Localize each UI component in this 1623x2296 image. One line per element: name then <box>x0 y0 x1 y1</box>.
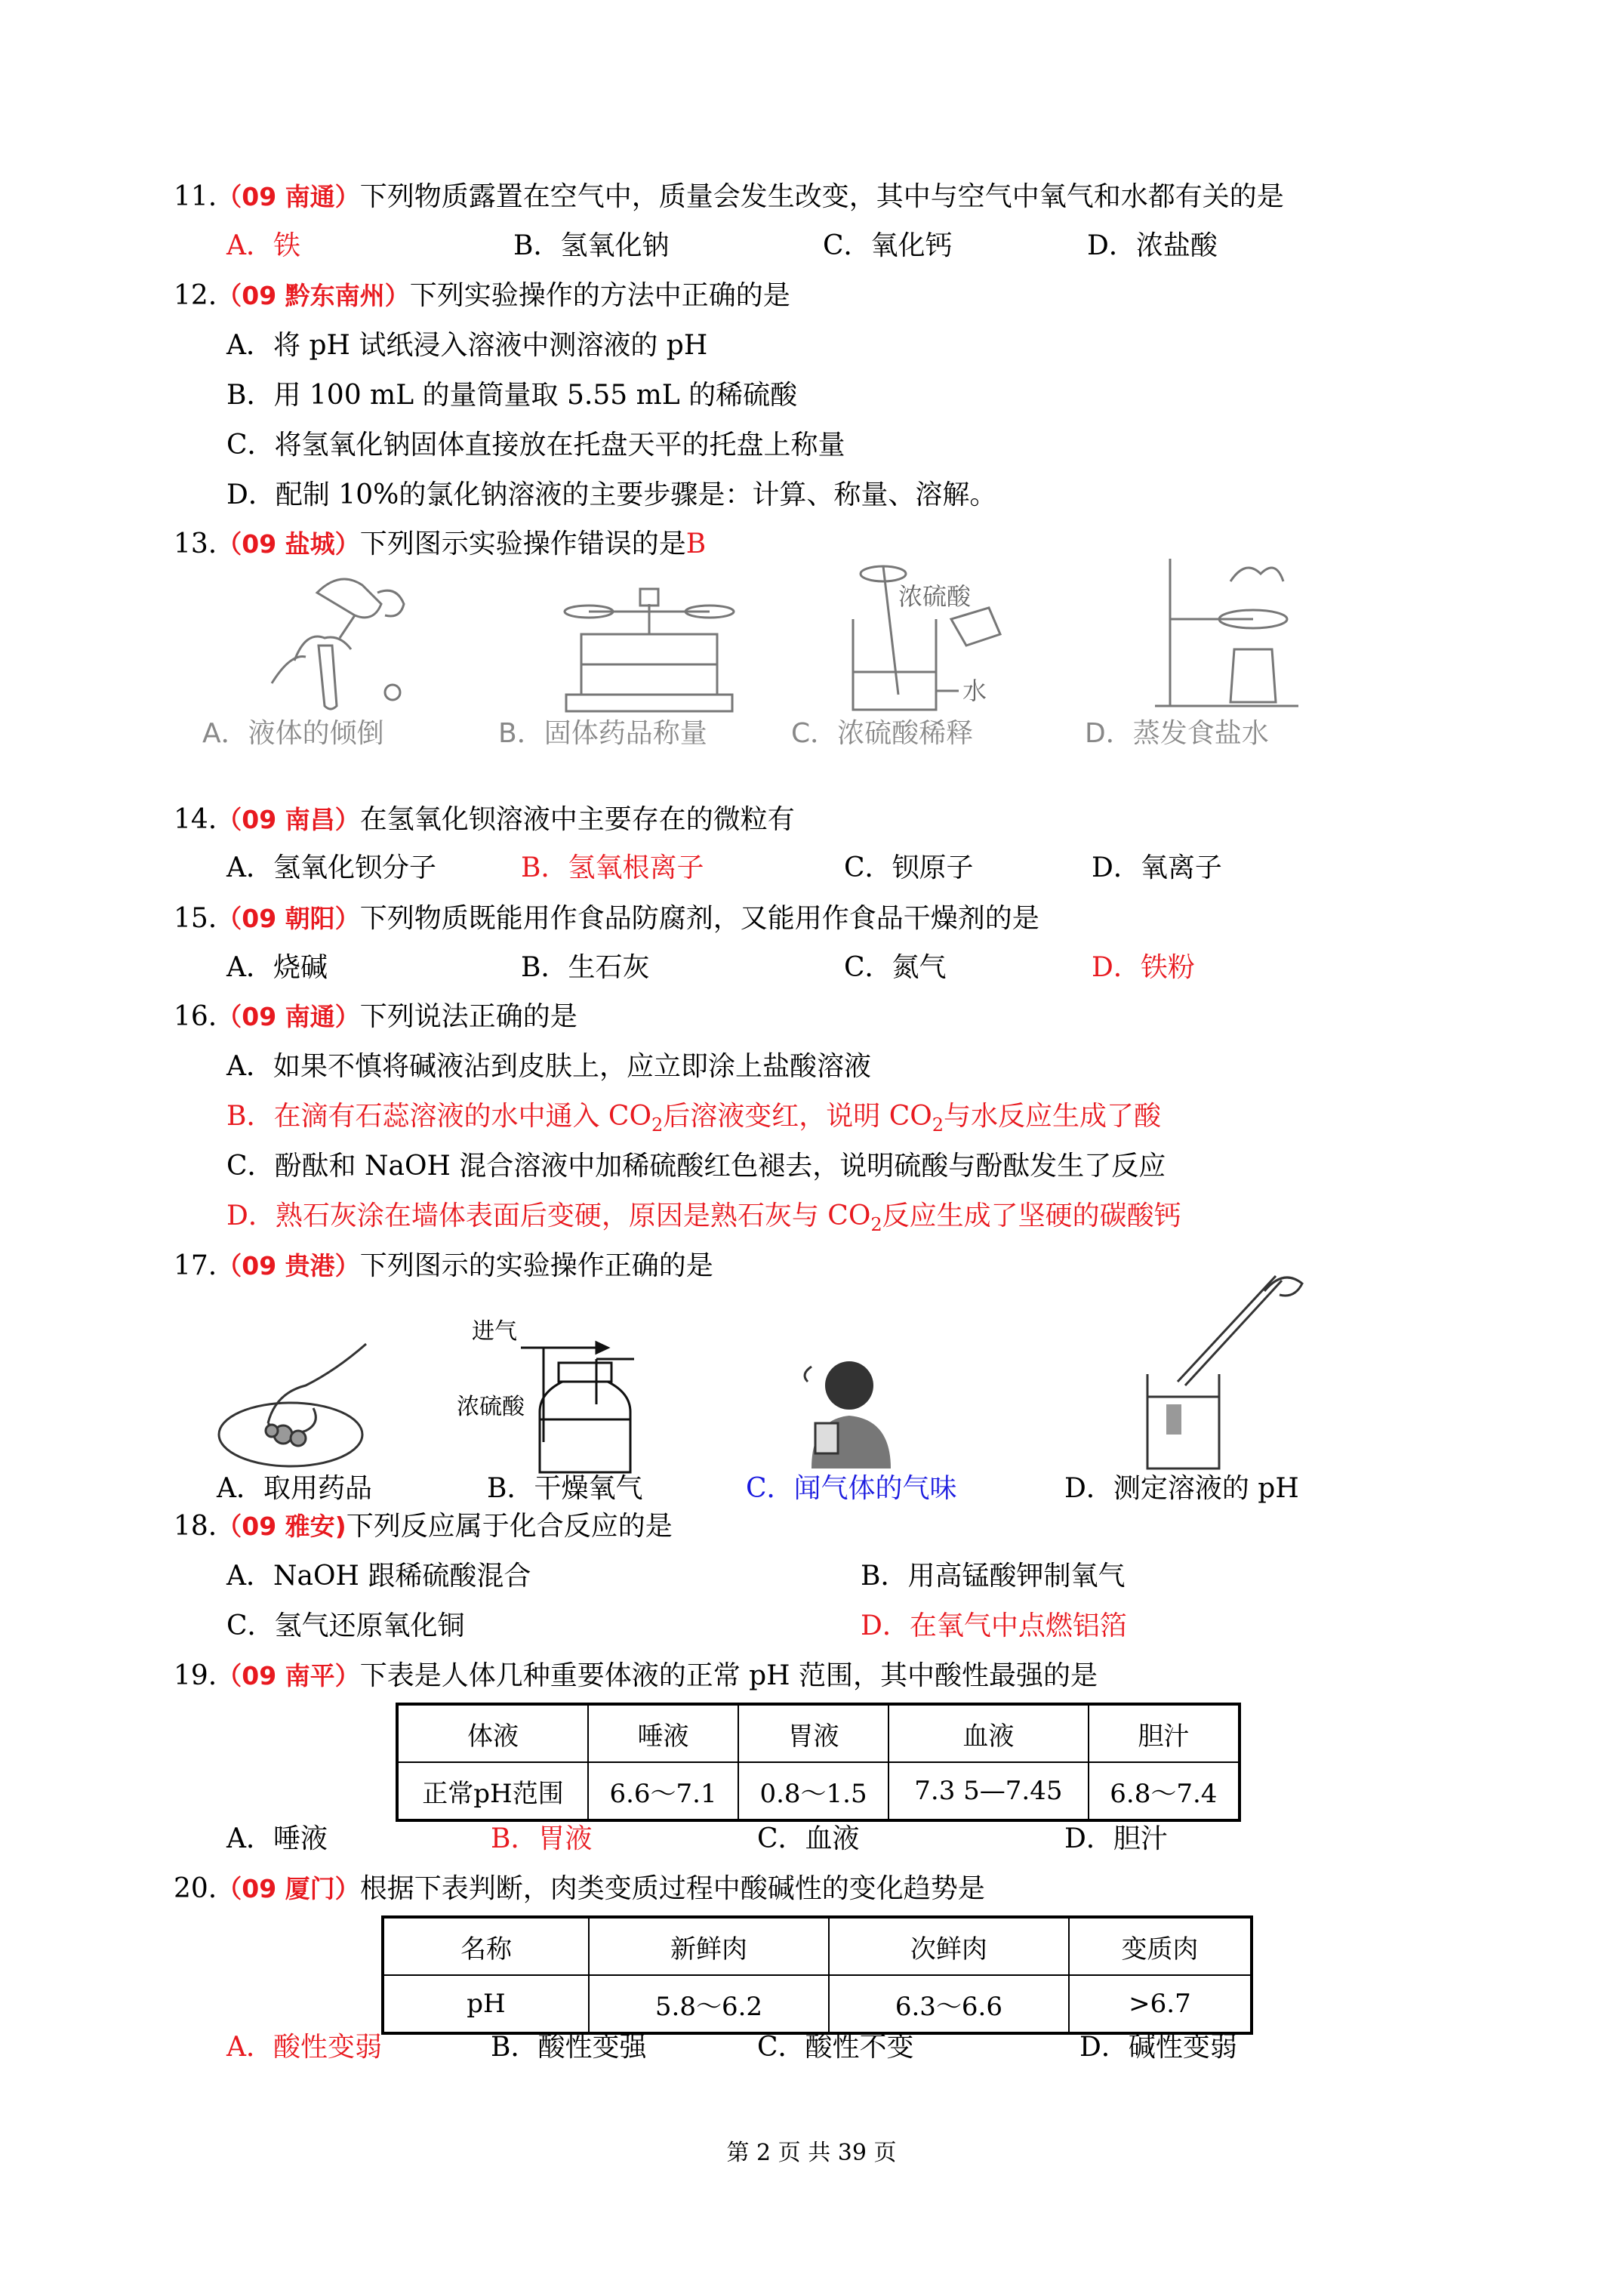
q12-option-b: B．用 100 mL 的量筒量取 5.55 mL 的稀硫酸 <box>226 380 798 411</box>
q19-stem <box>174 1658 1098 1694</box>
q12-option-a: A．将 pH 试纸浸入溶液中测溶液的 pH <box>226 330 708 361</box>
question-number: 11. <box>174 181 217 212</box>
question-source: （09 盐城） <box>217 529 360 559</box>
q16-option-c: C．酚酞和 NaOH 混合溶液中加稀硫酸红色褪去，说明硫酸与酚酞发生了反应 <box>226 1151 1166 1182</box>
caption-acid-dilution: C．浓硫酸稀释 <box>791 718 974 749</box>
q19-option-a: A．唾液 <box>226 1823 328 1854</box>
balance-figure <box>551 581 747 717</box>
q20-option-a: A．酸性变弱 <box>226 2032 382 2063</box>
q12-option-d: D．配制 10%的氯化钠溶液的主要步骤是：计算、称量、溶解。 <box>226 479 997 510</box>
question-text: 下列说法正确的是 <box>359 1001 577 1032</box>
q19-option-c: C．血液 <box>757 1823 860 1854</box>
label-concentrated-sulfuric-acid: 浓硫酸 <box>898 582 972 611</box>
q19-option-d: D．胆汁 <box>1064 1823 1168 1854</box>
caption-measuring-ph: D．测定溶液的 pH <box>1064 1473 1299 1504</box>
table-row: 正常pH范围 6.6～7.1 0.8～1.5 7.3 5—7.45 6.8～7.4 <box>397 1762 1240 1820</box>
evaporation-figure <box>1140 551 1313 717</box>
label-water: 水 <box>962 676 987 705</box>
q19-option-b: B．胃液 <box>491 1823 593 1854</box>
question-text: 下列图示的实验操作正确的是 <box>359 1250 713 1281</box>
question-text: 下表是人体几种重要体液的正常 pH 范围，其中酸性最强的是 <box>359 1660 1098 1691</box>
question-number: 15. <box>174 903 217 934</box>
caption-liquid-pouring: A．液体的倾倒 <box>202 718 384 749</box>
question-text: 下列物质露置在空气中，质量会发生改变，其中与空气中氧气和水都有关的是 <box>359 181 1284 212</box>
q15-option-d: D．铁粉 <box>1092 952 1195 983</box>
q15-option-c: C．氮气 <box>844 952 947 983</box>
q14-option-d: D．氧离子 <box>1092 852 1222 883</box>
question-source: （09 南昌） <box>217 805 360 834</box>
q14-option-b: B．氢氧根离子 <box>521 852 704 883</box>
hand-taking-chemical-figure <box>215 1340 381 1469</box>
smelling-gas-figure <box>778 1351 913 1472</box>
answer-mark: B <box>685 529 707 559</box>
question-source: （09 南通） <box>217 1002 360 1031</box>
body-fluid-ph-table <box>396 1703 1241 1822</box>
question-source: （09 贵港） <box>217 1251 360 1281</box>
q16-option-b: B．在滴有石蕊溶液的水中通入 $CO_2$后溶液变红，说明 $CO_2$与水反应生成了酸 <box>226 1101 1162 1136</box>
question-number: 20. <box>174 1873 217 1904</box>
q18-option-d: D．在氧气中点燃铝箔 <box>861 1610 1127 1641</box>
question-text: 下列图示实验操作错误的是 <box>359 529 686 559</box>
question-source: （09 南通） <box>217 182 360 211</box>
table-row: 名称 新鲜肉 次鲜肉 变质肉 <box>383 1917 1252 1975</box>
table-row: pH 5.8～6.2 6.3～6.6 >6.7 <box>383 1975 1252 2033</box>
question-text: 下列反应属于化合反应的是 <box>346 1511 673 1542</box>
question-number: 18. <box>174 1511 217 1542</box>
q18-option-a: A．NaOH 跟稀硫酸混合 <box>226 1561 531 1592</box>
question-text: 在氢氧化钡溶液中主要存在的微粒有 <box>359 804 795 835</box>
q11-stem <box>174 179 1284 215</box>
caption-salt-evaporation: D．蒸发食盐水 <box>1085 718 1269 749</box>
q11-option-a: A．铁 <box>226 230 300 261</box>
question-source: （09 南平） <box>217 1661 360 1690</box>
q18-stem <box>174 1509 673 1545</box>
question-text: 下列实验操作的方法中正确的是 <box>409 280 790 311</box>
q13-stem <box>174 526 706 562</box>
meat-ph-table <box>381 1915 1253 2035</box>
q11-option-c: C．氧化钙 <box>823 230 953 261</box>
q14-stem <box>174 802 795 838</box>
q14-option-a: A．氢氧化钡分子 <box>226 852 436 883</box>
q20-option-c: C．酸性不变 <box>757 2032 914 2063</box>
question-source: （09 厦门） <box>217 1874 360 1903</box>
q20-stem <box>174 1871 985 1907</box>
q16-option-d: D．熟石灰涂在墙体表面后变硬，原因是熟石灰与 $CO_2$反应生成了坚硬的碳酸钙 <box>226 1200 1181 1236</box>
q20-option-d: D．碱性变弱 <box>1079 2032 1237 2063</box>
caption-solid-weighing: B．固体药品称量 <box>498 718 707 749</box>
q12-option-c: C．将氢氧化钠固体直接放在托盘天平的托盘上称量 <box>226 430 845 461</box>
question-source: （09 黔东南州） <box>217 281 410 310</box>
q18-option-b: B．用高锰酸钾制氧气 <box>861 1561 1126 1592</box>
question-number: 19. <box>174 1660 217 1691</box>
question-number: 14. <box>174 804 217 835</box>
caption-taking-chemical: A．取用药品 <box>217 1473 372 1504</box>
ph-measurement-figure <box>1132 1261 1313 1480</box>
q11-option-d: D．浓盐酸 <box>1087 230 1218 261</box>
caption-smelling-gas: C．闻气体的气味 <box>746 1473 957 1504</box>
q12-stem <box>174 278 790 314</box>
q15-stem <box>174 901 1039 937</box>
liquid-pouring-figure <box>249 562 423 713</box>
label-gas-inlet: 进气 <box>472 1318 517 1345</box>
q14-option-c: C．钡原子 <box>844 852 974 883</box>
table-row: 体液 唾液 胃液 血液 胆汁 <box>397 1704 1240 1762</box>
q15-option-a: A．烧碱 <box>226 952 328 983</box>
q20-option-b: B．酸性变强 <box>491 2032 647 2063</box>
question-source: （09 雅安) <box>217 1512 346 1541</box>
caption-drying-oxygen: B．干燥氧气 <box>487 1473 643 1504</box>
page-footer: 第 2 页 共 39 页 <box>726 2140 897 2166</box>
question-number: 17. <box>174 1250 217 1281</box>
q11-option-b: B．氢氧化钠 <box>513 230 670 261</box>
q17-stem <box>174 1248 713 1284</box>
q15-option-b: B．生石灰 <box>521 952 650 983</box>
label-concentrated-sulfuric-acid: 浓硫酸 <box>457 1394 525 1420</box>
question-text: 下列物质既能用作食品防腐剂，又能用作食品干燥剂的是 <box>359 903 1039 934</box>
q16-stem <box>174 999 577 1035</box>
question-number: 12. <box>174 280 217 311</box>
q18-option-c: C．氢气还原氧化铜 <box>226 1610 465 1641</box>
question-source: （09 朝阳） <box>217 904 360 933</box>
question-number: 16. <box>174 1001 217 1032</box>
question-number: 13. <box>174 529 217 559</box>
question-text: 根据下表判断，肉类变质过程中酸碱性的变化趋势是 <box>359 1873 985 1904</box>
q16-option-a: A．如果不慎将碱液沾到皮肤上，应立即涂上盐酸溶液 <box>226 1051 871 1082</box>
